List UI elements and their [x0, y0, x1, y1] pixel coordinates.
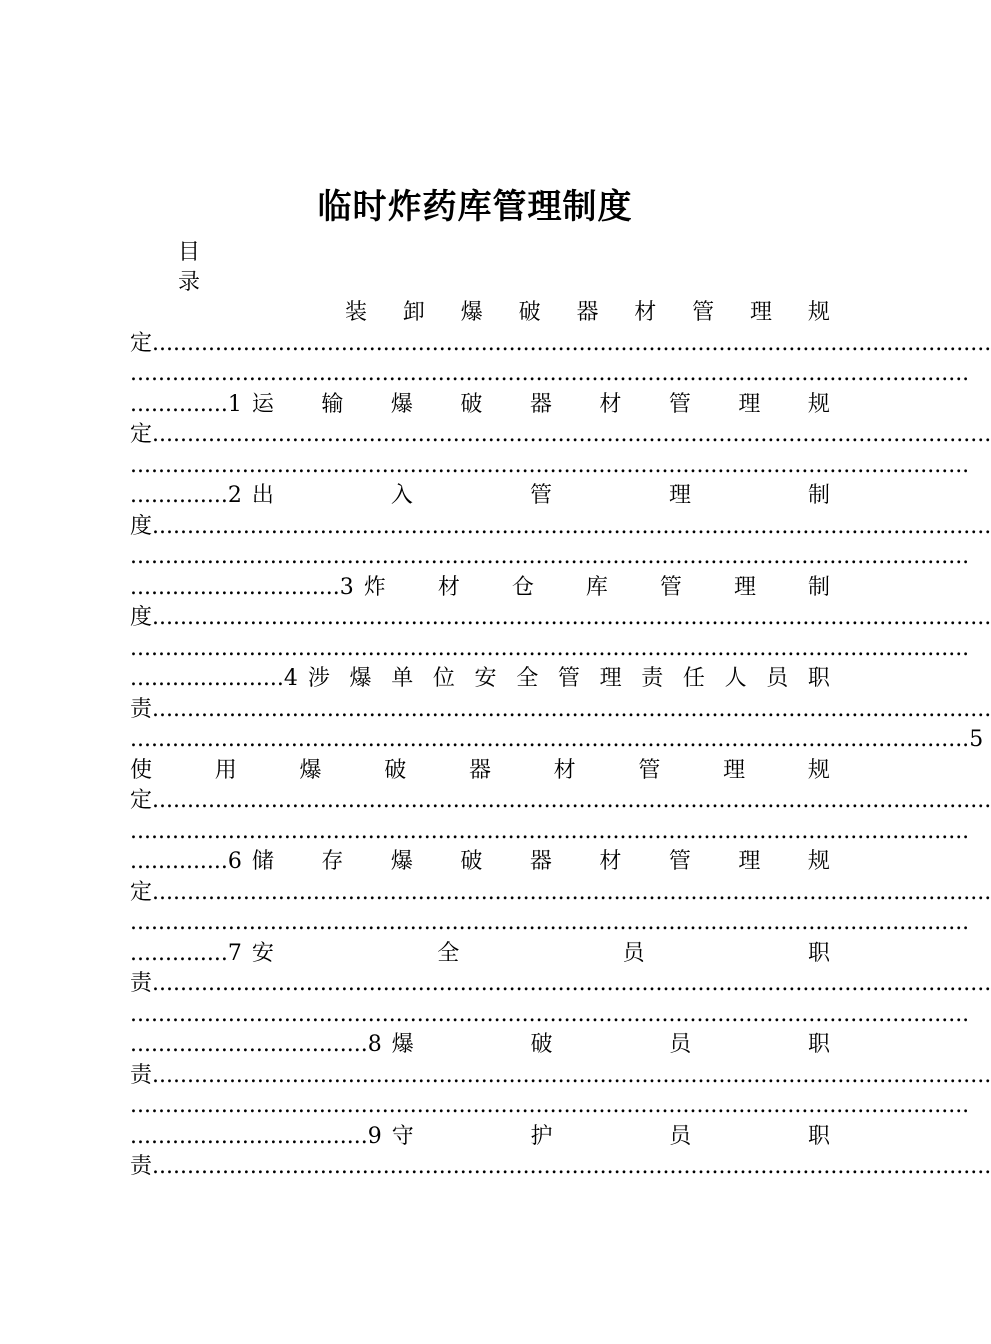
toc-heading [178, 238, 208, 298]
toc-leader-dots: ........................................................................................................................ [152, 422, 991, 447]
toc-heading-char-1: 目 [178, 240, 201, 265]
toc-entry-title: 安 全 员 职 [251, 940, 830, 966]
toc-line [130, 634, 970, 665]
toc-line [130, 573, 830, 604]
toc-entry-title: 炸 材 仓 库 管 理 制 [363, 574, 830, 600]
toc-line [130, 695, 991, 726]
toc-entry-tail-char: 定 [130, 422, 153, 447]
toc-line [130, 420, 991, 451]
toc-line [130, 390, 830, 421]
toc-page-number: 4 [283, 666, 298, 691]
toc-line [130, 908, 970, 939]
toc-leader-dots: .............. [130, 391, 228, 417]
toc-entry-title: 装 卸 爆 破 器 材 管 理 规 [345, 300, 830, 325]
toc-leader-dots: ........................................................................................................................ [152, 513, 991, 539]
toc-leader-dots: ........................................................................................................................ [130, 727, 970, 752]
document-title: 临时炸药库管理制度 [317, 187, 633, 227]
toc-entry-title: 涉 爆 单 位 安 全 管 理 责 任 人 员 职 [307, 666, 830, 691]
toc-entry-tail-char: 责 [130, 971, 153, 996]
toc-leader-dots: ........................................................................................................................ [130, 1001, 970, 1027]
table-of-contents [130, 298, 991, 1183]
toc-line [130, 298, 830, 329]
toc-page-number: 6 [227, 849, 242, 874]
toc-entry-tail-char: 责 [130, 696, 153, 722]
toc-line [130, 939, 830, 970]
toc-entry-tail-char: 定 [130, 788, 153, 813]
toc-leader-dots: .............. [130, 849, 228, 874]
toc-entry-title: 使 用 爆 破 器 材 管 理 规 [130, 757, 830, 783]
toc-leader-dots: ........................................................................................................................ [152, 330, 991, 356]
toc-page-number: 3 [339, 574, 354, 600]
toc-line [130, 1061, 991, 1092]
toc-leader-dots: .................................. [130, 1123, 368, 1149]
toc-leader-dots: ........................................................................................................................ [130, 544, 970, 569]
toc-line [130, 756, 830, 787]
toc-entry-title: 守 护 员 职 [391, 1123, 830, 1149]
toc-line [130, 1030, 830, 1061]
toc-leader-dots: ........................................................................................................................ [130, 910, 970, 935]
toc-leader-dots: ........................................................................................................................ [152, 788, 991, 813]
toc-entry-title: 爆 破 员 职 [391, 1032, 830, 1057]
toc-line [130, 817, 970, 848]
toc-line [130, 786, 991, 817]
toc-leader-dots: .............. [130, 940, 228, 966]
toc-entry-tail-char: 定 [130, 330, 153, 356]
toc-line [130, 1152, 991, 1183]
toc-leader-dots: ........................................................................................................................ [130, 1093, 970, 1118]
toc-entry-tail-char: 定 [130, 879, 153, 905]
toc-leader-dots: ........................................................................................................................ [152, 879, 991, 905]
toc-line [130, 451, 970, 482]
toc-line [130, 1000, 970, 1031]
toc-line [130, 512, 991, 543]
toc-line [130, 847, 830, 878]
toc-leader-dots: ........................................................................................................................ [152, 1062, 991, 1088]
toc-leader-dots: ...................... [130, 666, 284, 691]
toc-entry-title: 运 输 爆 破 器 材 管 理 规 [251, 391, 830, 417]
toc-leader-dots: ........................................................................................................................ [152, 696, 991, 722]
toc-heading-char-2: 录 [178, 270, 201, 295]
toc-leader-dots: ........................................................................................................................ [130, 452, 970, 478]
toc-line [130, 542, 970, 573]
toc-leader-dots: ........................................................................................................................ [130, 635, 970, 661]
toc-leader-dots: ........................................................................................................................ [152, 1154, 991, 1179]
toc-page-number: 8 [367, 1032, 382, 1057]
toc-entry-tail-char: 度 [130, 605, 153, 630]
toc-page-number: 1 [227, 391, 242, 417]
toc-line [130, 878, 991, 909]
toc-leader-dots: .............................. [130, 574, 340, 600]
toc-leader-dots: .................................. [130, 1032, 368, 1057]
toc-line [130, 664, 830, 695]
toc-line [130, 481, 830, 512]
toc-leader-dots: ........................................................................................................................ [130, 361, 970, 386]
toc-leader-dots: ........................................................................................................................ [152, 605, 991, 630]
toc-line [130, 329, 991, 360]
toc-page-number: 9 [367, 1123, 382, 1149]
toc-page-number: 2 [227, 483, 242, 508]
toc-line [130, 1122, 830, 1153]
toc-entry-tail-char: 度 [130, 513, 153, 539]
toc-page-number: 5 [969, 727, 984, 752]
toc-line [130, 1091, 970, 1122]
toc-leader-dots: .............. [130, 483, 228, 508]
toc-entry-title: 储 存 爆 破 器 材 管 理 规 [251, 849, 830, 874]
toc-line [130, 603, 991, 634]
toc-line [130, 725, 984, 756]
toc-entry-tail-char: 责 [130, 1154, 153, 1179]
toc-leader-dots: ........................................................................................................................ [152, 971, 991, 996]
toc-page-number: 7 [227, 940, 242, 966]
toc-leader-dots: ........................................................................................................................ [130, 818, 970, 844]
toc-entry-tail-char: 责 [130, 1062, 153, 1088]
toc-line [130, 359, 970, 390]
toc-line [130, 969, 991, 1000]
toc-entry-title: 出 入 管 理 制 [251, 483, 830, 508]
